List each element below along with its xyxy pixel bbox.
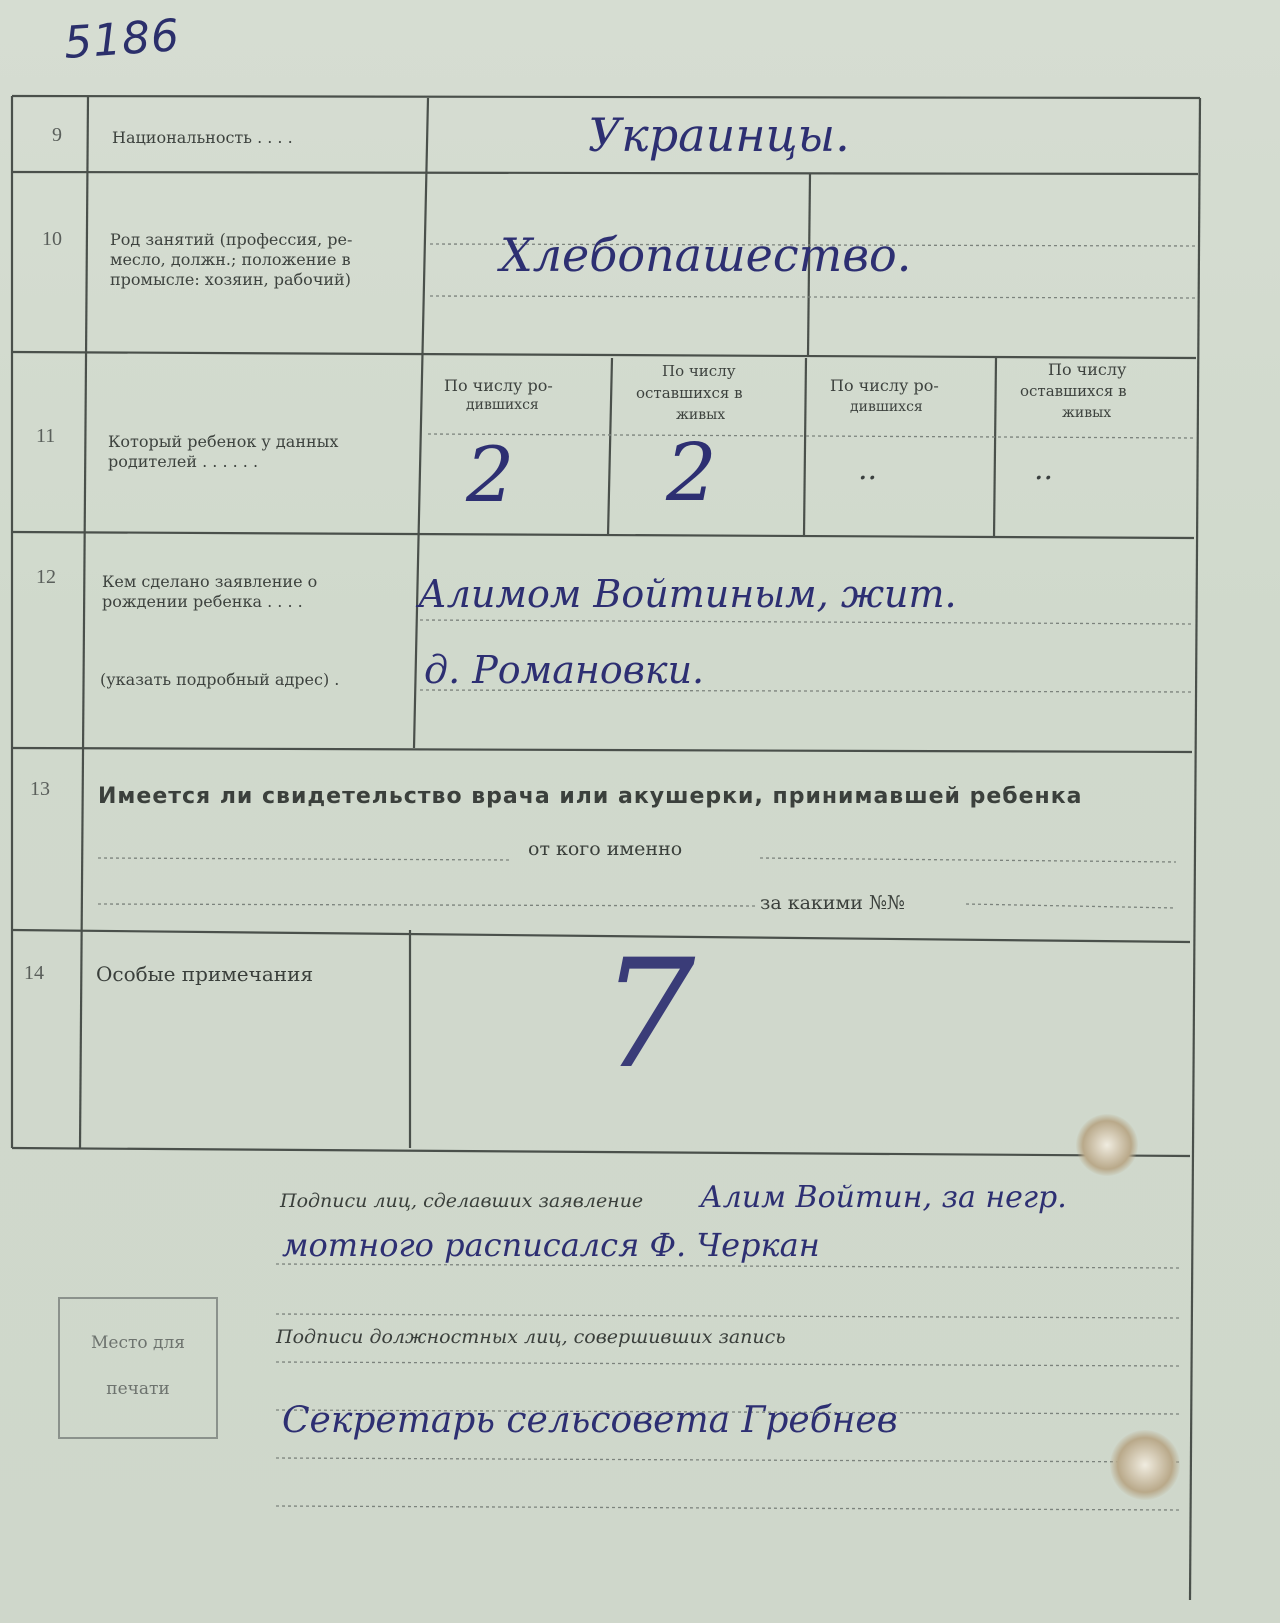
- occupation-label-line-3: промысле: хозяин, рабочий): [110, 270, 351, 289]
- declarant-label-line-2: рождении ребенка . . . .: [102, 592, 303, 611]
- occupation-value: Хлебопашество.: [500, 228, 912, 282]
- officials-signature-value: Секретарь сельсовета Гребнев: [282, 1400, 898, 1441]
- doctor-certificate-question: Имеется ли свидетельство врача или акушерки, принимавшей ребенка: [98, 784, 1083, 809]
- address-label: (указать подробный адрес) .: [100, 670, 340, 689]
- declarant-value-line-2: д. Романовки.: [424, 648, 705, 692]
- applicants-signature-label: Подписи лиц, сделавших заявление: [280, 1190, 644, 1212]
- row-12-number: 12: [36, 566, 56, 588]
- born-count-value: 2: [466, 430, 515, 519]
- nationality-value: Украинцы.: [588, 108, 850, 162]
- row-11-number: 11: [36, 425, 56, 447]
- declarant-value-line-1: Алимом Войтиным, жит.: [418, 572, 957, 616]
- stamp-label-line-1: Место для: [90, 1333, 186, 1353]
- child-order-label-line-1: Который ребенок у данных: [108, 432, 339, 451]
- archive-number: 5186: [62, 10, 182, 69]
- col-born-2-header-line-1: По числу ро-: [830, 376, 939, 395]
- nationality-label: Национальность . . . .: [112, 128, 293, 147]
- special-notes-label: Особые примечания: [96, 962, 314, 986]
- row-13-number: 13: [30, 778, 50, 800]
- col-born-2-header-line-2: дившихся: [850, 399, 923, 415]
- col-alive-header-line-3: живых: [676, 407, 726, 423]
- special-notes-value: 7: [600, 928, 696, 1102]
- from-whom-label: от кого именно: [528, 838, 683, 860]
- row-9-number: 9: [52, 124, 62, 146]
- paper-damage-hole: [1110, 1430, 1180, 1500]
- col-born-header-line-1: По числу ро-: [444, 376, 553, 395]
- col-alive-2-header-line-3: живых: [1062, 405, 1112, 421]
- officials-signature-label: Подписи должностных лиц, совершивших запись: [276, 1326, 786, 1348]
- which-numbers-label: за какими №№: [760, 892, 905, 914]
- applicants-signature-line-2: мотного расписался Ф. Черкан: [282, 1226, 820, 1264]
- occupation-label-line-2: месло, должн.; положение в: [110, 250, 351, 269]
- occupation-label-line-1: Род занятий (профессия, ре-: [110, 230, 353, 249]
- row-10-number: 10: [42, 228, 62, 250]
- col-alive-2-header-line-1: По числу: [1048, 360, 1127, 379]
- declarant-label-line-1: Кем сделано заявление о: [102, 572, 318, 591]
- col-born-header-line-2: дившихся: [466, 397, 539, 413]
- col-alive-2-header-line-2: оставшихся в: [1020, 382, 1127, 400]
- born-count-value-2: ..: [858, 452, 878, 487]
- col-alive-header-line-1: По числу: [662, 362, 736, 380]
- paper-damage-hole: [1076, 1114, 1138, 1176]
- alive-count-value-2: ..: [1034, 452, 1054, 487]
- applicants-signature-line-1: Алим Войтин, за негр.: [700, 1180, 1067, 1215]
- stamp-label-line-2: печати: [106, 1379, 170, 1399]
- col-alive-header-line-2: оставшихся в: [636, 384, 743, 402]
- alive-count-value: 2: [666, 426, 717, 519]
- child-order-label-line-2: родителей . . . . . .: [108, 452, 259, 471]
- stamp-place-box: [58, 1297, 218, 1439]
- row-14-number: 14: [24, 962, 44, 984]
